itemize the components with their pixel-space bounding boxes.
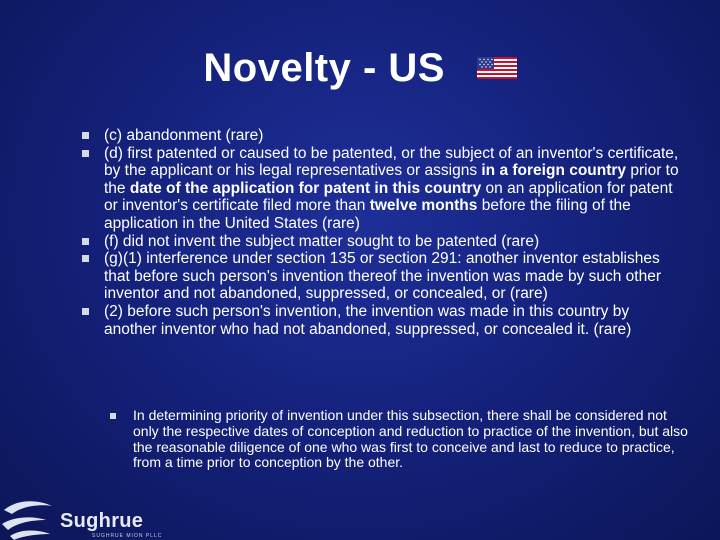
bullet-marker xyxy=(82,308,89,315)
bullet-text: on an application for patent or inventor's certificate filed more than xyxy=(104,179,673,215)
slide-title-row xyxy=(0,44,720,91)
bullet-text: before the filing of the application in the United States (rare) xyxy=(104,197,631,232)
logo-wordmark: Sughrue xyxy=(60,510,144,532)
bullet-item xyxy=(80,233,680,251)
bullet-text-bold: twelve months xyxy=(369,197,478,215)
bullet-text-bold: in a foreign country xyxy=(481,162,627,180)
bullet-item xyxy=(80,250,680,303)
bullet-marker xyxy=(82,132,89,139)
bullet-marker xyxy=(82,238,89,245)
sub-bullet-text: In determining priority of invention under this subsection, there shall be considered not only the respective dates of conception and reduction to practice of the invention, but also the reasonable diligence of one who was first to conceive and last to reduce to practice, from a time prior to conception by the other. xyxy=(133,407,688,471)
bullet-text: (g)(1) interference under section 135 or section 291: another inventor establishes that before such person's invention thereof the invention was made by such other inventor and not abandoned, suppressed, or concealed, or (rare) xyxy=(104,250,661,303)
us-flag-icon xyxy=(477,57,517,79)
bullet-text: (f) did not invent the subject matter sought to be patented (rare) xyxy=(104,232,540,250)
bullet-text: (2) before such person's invention, the invention was made in this country by another inventor who had not abandoned, suppressed, or concealed it. (rare) xyxy=(104,302,632,338)
bullet-text: (c) abandonment (rare) xyxy=(104,127,264,144)
bullet-item xyxy=(80,145,680,233)
bullet-list xyxy=(80,127,680,338)
bullet-marker xyxy=(82,255,89,262)
bullet-text: (d) first patented or caused to be patented, or the subject of an inventor's certificate, by the applicant or his legal representatives or assigns xyxy=(104,144,679,180)
bullet-marker xyxy=(82,150,89,157)
sub-bullet-marker xyxy=(110,413,116,419)
logo-tagline: SUGHRUE MION PLLC xyxy=(92,533,163,539)
bullet-item xyxy=(80,127,680,145)
slide-title: Novelty - US xyxy=(203,45,445,90)
bullet-item xyxy=(80,303,680,338)
bullet-text-bold: date of the application for patent in this country xyxy=(129,179,482,197)
bullet-text: prior to the xyxy=(104,162,679,197)
sub-bullet xyxy=(107,408,693,471)
